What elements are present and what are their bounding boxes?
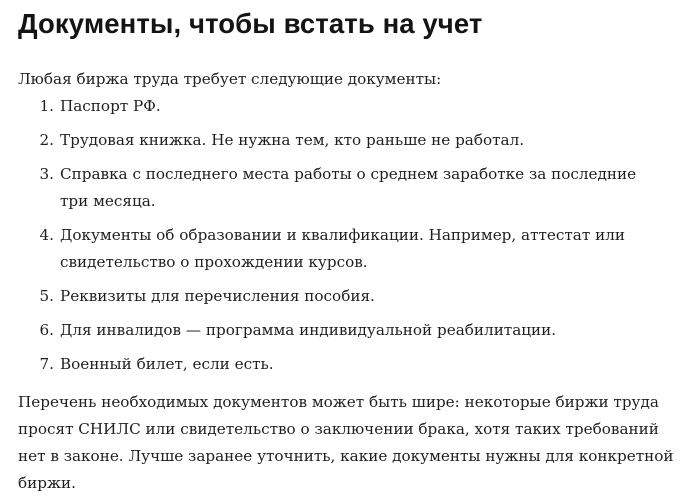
list-item-number: 1.	[39, 97, 54, 115]
list-item	[18, 222, 690, 276]
article	[18, 0, 690, 497]
list-item	[18, 127, 690, 154]
list-item-text: Реквизиты для перечисления пособия.	[60, 287, 375, 305]
list-item-number: 2.	[39, 131, 54, 149]
list-item-text: Трудовая книжка. Не нужна тем, кто раньше не работал.	[60, 131, 525, 149]
list-item-number: 6.	[39, 321, 54, 339]
list-item-number: 7.	[39, 355, 54, 373]
list-item	[18, 161, 690, 215]
list-item-text: Справка с последнего места работы о среднем заработке за последние три месяца.	[60, 165, 637, 210]
list-item-number: 3.	[39, 165, 54, 183]
list-item-text: Документы об образовании и квалификации. Например, аттестат или свидетельство о прохождении курсов.	[60, 226, 625, 271]
list-item-text: Для инвалидов — программа индивидуальной реабилитации.	[60, 321, 557, 339]
intro-paragraph: Любая биржа труда требует следующие документы:	[18, 70, 442, 88]
list-item	[18, 283, 690, 310]
documents-list	[18, 93, 690, 378]
list-item	[18, 351, 690, 378]
list-item-number: 5.	[39, 287, 54, 305]
list-item-text: Паспорт РФ.	[60, 97, 161, 115]
list-item-number: 4.	[39, 226, 54, 244]
closing-paragraph: Перечень необходимых документов может быть шире: некоторые биржи труда просят СНИЛС или свидетельство о заключении брака, хотя таких требований нет в законе. Лучше заранее уточнить, какие документы нужны для конкретной биржи.	[18, 393, 674, 492]
list-item	[18, 93, 690, 120]
section-heading: Документы, чтобы встать на учет	[18, 8, 483, 39]
list-item-text: Военный билет, если есть.	[60, 355, 274, 373]
list-item	[18, 317, 690, 344]
